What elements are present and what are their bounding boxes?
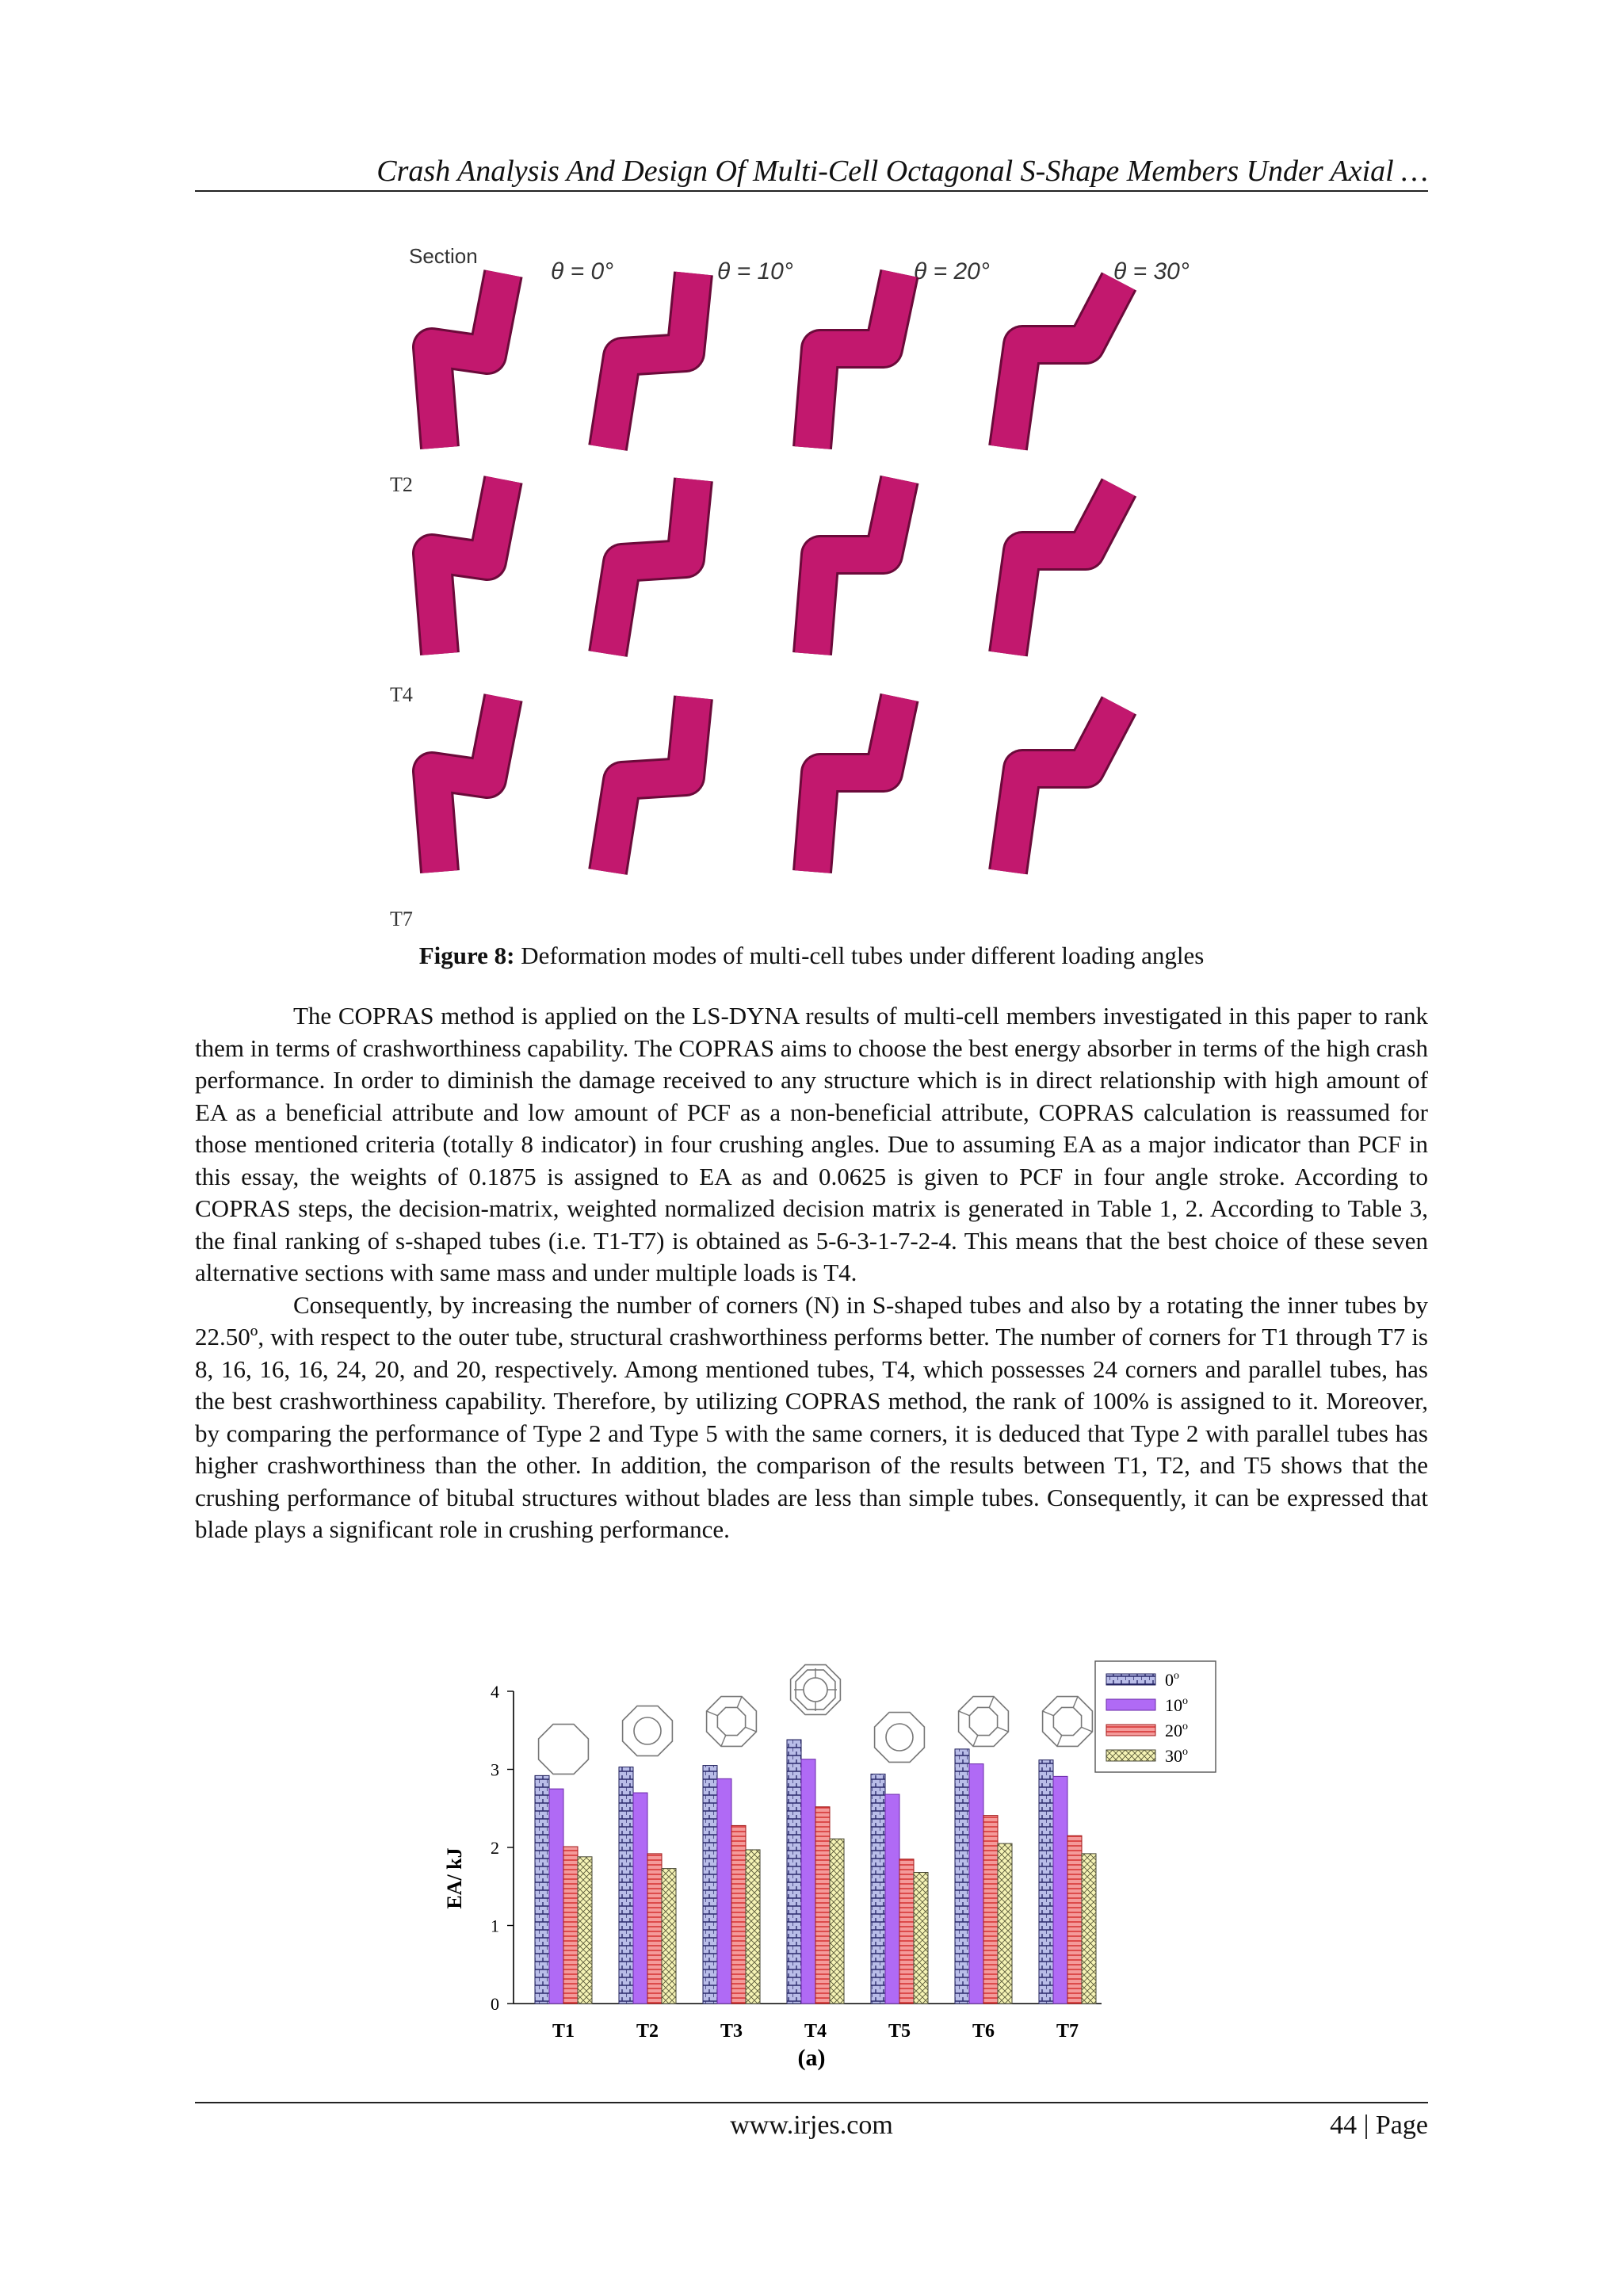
tube-t2-angle-1 [608, 273, 693, 448]
paragraph-2: Consequently, by increasing the number of corners (N) in S-shaped tubes and also by a rotating the inner tubes by 22.50º, with respect to the outer tube, structural crashworthiness performs better. The number of corners for T1 through T7 is 8, 16, 16, 16, 24, 20, and 20, respectively. Among mentioned tubes, T4, which possesses 24 corners and parallel tubes, has the best crashworthiness capability. Therefore, by utilizing COPRAS method, the rank of 100% is assigned to it. Moreover, by comparing the performance of Type 2 and Type 5 with the same corners, it is deduced that Type 2 with parallel tubes has higher crashworthiness than the other. In addition, the comparison of the results between T1, T2, and T5 shows that the crushing performance of bitubal structures without blades are less than simple tubes. Consequently, it can be expressed that blade plays a significant role in crushing performance. [195, 1290, 1428, 1543]
bar-T2-20 [647, 1854, 662, 2004]
legend-swatch-10 [1106, 1699, 1155, 1710]
bar-T5-30 [914, 1873, 928, 2004]
subfigure-label: (a) [797, 2045, 826, 2071]
row-label-t7: T7 [390, 907, 413, 930]
bar-T3-0 [703, 1766, 717, 2004]
bar-T1-0 [535, 1775, 549, 2004]
bar-T7-30 [1082, 1854, 1096, 2004]
legend-label-30: 30$^o$ [1165, 1746, 1188, 1766]
page-number: 44 | Page [1330, 2111, 1428, 2140]
bar-T4-0 [787, 1740, 801, 2004]
x-tick-label: T2 [636, 2021, 659, 2042]
x-tick-label: T3 [720, 2021, 743, 2042]
bar-T2-0 [619, 1767, 633, 2004]
section-icon-T1 [539, 1725, 589, 1775]
bar-T7-20 [1067, 1836, 1082, 2004]
tube-t7-angle-2 [812, 697, 899, 872]
tube-t7-angle-3 [1008, 705, 1119, 872]
bar-T1-10 [549, 1789, 563, 2004]
tube-t7-angle-1 [608, 697, 693, 872]
section-icon-T3 [707, 1697, 757, 1747]
tube-t2-angle-0 [432, 273, 503, 448]
section-icon-T4 [791, 1665, 841, 1715]
footer-url: www.irjes.com [730, 2111, 893, 2140]
bar-T4-30 [830, 1839, 844, 2004]
tube-t4-angle-2 [812, 479, 899, 654]
tube-t2-angle-3 [1008, 281, 1119, 448]
row-label-t4: T4 [390, 683, 413, 706]
legend-label-20: 20$^o$ [1165, 1721, 1188, 1740]
tube-t4-angle-3 [1008, 487, 1119, 654]
y-tick-label: 4 [491, 1682, 499, 1702]
bar-T3-20 [731, 1825, 746, 2004]
section-icon-T5 [875, 1713, 925, 1763]
ea-bar-chart [428, 1648, 1236, 2076]
angle-label-20: θ = 20° [914, 258, 990, 285]
bar-T5-10 [885, 1794, 899, 2004]
chart-legend [1095, 1661, 1216, 1772]
row-label-t2: T2 [390, 473, 413, 496]
legend-swatch-0 [1106, 1674, 1155, 1685]
section-icon-T7 [1043, 1697, 1093, 1747]
y-axis-label: EA/ kJ [443, 1847, 466, 1909]
header-rule [195, 190, 1428, 192]
bar-T4-10 [801, 1759, 815, 2004]
body-text [195, 1000, 1428, 1546]
angle-label-30: θ = 30° [1113, 258, 1190, 285]
tube-t4-angle-0 [432, 479, 503, 654]
running-header: Crash Analysis And Design Of Multi-Cell Octagonal S-Shape Members Under Axial … [376, 155, 1428, 188]
x-tick-label: T6 [972, 2021, 995, 2042]
bar-T6-10 [969, 1764, 983, 2004]
legend-swatch-20 [1106, 1725, 1155, 1736]
bar-T6-20 [983, 1816, 998, 2004]
bar-T7-10 [1053, 1776, 1067, 2004]
section-icon-T2 [623, 1706, 673, 1756]
legend-label-10: 10$^o$ [1165, 1695, 1188, 1715]
section-icon-T6 [959, 1697, 1009, 1747]
bar-T7-0 [1039, 1760, 1053, 2004]
angle-label-10: θ = 10° [717, 258, 793, 285]
x-tick-label: T7 [1056, 2021, 1079, 2042]
angle-label-0: θ = 0° [551, 258, 614, 285]
bar-T3-10 [717, 1778, 731, 2004]
tube-t2-angle-2 [812, 273, 899, 448]
bar-T1-20 [563, 1847, 578, 2004]
tube-t4-angle-1 [608, 479, 693, 654]
y-tick-label: 0 [491, 1994, 499, 2014]
x-tick-label: T5 [888, 2021, 911, 2042]
y-tick-label: 3 [491, 1759, 499, 1780]
bar-T2-30 [662, 1869, 676, 2004]
bar-T5-20 [899, 1859, 914, 2004]
bar-T1-30 [578, 1857, 592, 2004]
section-icons [539, 1665, 1093, 1775]
bar-T6-30 [998, 1843, 1012, 2004]
paragraph-1: The COPRAS method is applied on the LS-DYNA results of multi-cell members investigated in this paper to rank them in terms of crashworthiness capability. The COPRAS aims to choose the best energy absorber in terms of the high crash performance. In order to diminish the damage received to any structure which is in direct relationship with high amount of EA as a beneficial attribute and low amount of PCF as a non-beneficial attribute, COPRAS calculation is reassumed for those mentioned criteria (totally 8 indicator) in four crushing angles. Due to assuming EA as a major indicator than PCF in this essay, the weights of 0.1875 is assigned to EA as and 0.0625 is given to PCF in four angle stroke. According to COPRAS steps, the decision-matrix, weighted normalized decision matrix is generated in Table 1, 2. According to Table 3, the final ranking of s-shaped tubes (i.e. T1-T7) is obtained as 5-6-3-1-7-2-4. This means that the best choice of these seven alternative sections with same mass and under multiple loads is T4. [195, 1002, 1428, 1286]
figure-8-caption [195, 940, 1428, 972]
y-tick-label: 2 [491, 1838, 499, 1858]
legend-swatch-30 [1106, 1750, 1155, 1761]
x-tick-label: T1 [552, 2021, 575, 2042]
bar-T4-20 [815, 1807, 830, 2004]
footer-rule [195, 2102, 1428, 2103]
bar-T6-0 [955, 1749, 969, 2004]
section-label: Section [409, 244, 478, 268]
tube-t7-angle-0 [432, 697, 503, 872]
bar-T5-0 [871, 1774, 885, 2004]
bar-T2-10 [633, 1793, 647, 2004]
y-tick-label: 1 [491, 1916, 499, 1936]
caption-text: Deformation modes of multi-cell tubes under different loading angles [514, 942, 1205, 969]
caption-label: Figure 8: [418, 942, 515, 969]
x-tick-label: T4 [804, 2021, 827, 2042]
deformed-tube-grid [432, 273, 1119, 872]
legend-label-0: 0$^o$ [1165, 1670, 1179, 1690]
bar-T3-30 [746, 1850, 760, 2004]
figure-8-deformation-modes [380, 230, 1260, 935]
